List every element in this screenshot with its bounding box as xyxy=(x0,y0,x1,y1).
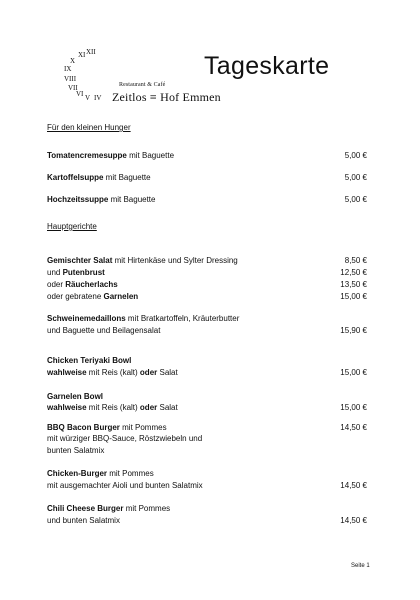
menu-item-price: 5,00 € xyxy=(344,151,367,160)
menu-item-price: 15,00 € xyxy=(340,292,367,301)
logo-subtitle: Restaurant & Café xyxy=(119,82,166,88)
menu-item-description: mit Pommes xyxy=(119,423,167,432)
clock-numeral: IX xyxy=(64,65,72,73)
menu-item-description: mit Baguette xyxy=(103,173,151,182)
menu-item-description: bunten Salatmix xyxy=(47,446,105,455)
menu-item-price: 5,00 € xyxy=(344,195,367,204)
menu-item-name: wahlweise xyxy=(47,403,87,412)
clock-numeral: V xyxy=(85,94,91,102)
menu-item-row xyxy=(47,423,367,433)
menu-item-description: mit Bratkartoffeln, Kräuterbutter xyxy=(125,314,240,323)
menu-item-prefix: oder xyxy=(47,280,66,289)
clock-numeral: VIII xyxy=(64,75,77,83)
clock-numerals-icon xyxy=(56,36,116,102)
menu-item-name: Schweinemedaillons xyxy=(47,314,126,323)
menu-item-name: Chili Cheese Burger xyxy=(47,504,124,513)
menu-item-text xyxy=(47,446,367,456)
menu-item-name: Hochzeitssuppe xyxy=(47,195,109,204)
menu-item-row xyxy=(47,173,367,183)
menu-item-text xyxy=(47,469,367,479)
clock-numeral: IV xyxy=(94,94,102,102)
restaurant-logo xyxy=(56,36,221,104)
menu-item-description: mit Hirtenkäse und Sylter Dressing xyxy=(112,256,238,265)
menu-item-description: mit ausgemachter Aioli und bunten Salatmix xyxy=(47,481,203,490)
menu-item-description: mit Reis (kalt) xyxy=(86,368,140,377)
menu-item-price: 15,00 € xyxy=(340,403,367,412)
clock-numeral: VII xyxy=(68,84,78,92)
menu-item-name: Tomatencremesuppe xyxy=(47,151,127,160)
menu-item-name: wahlweise xyxy=(47,368,87,377)
menu-item-name: Chicken-Burger xyxy=(47,469,108,478)
menu-item-emphasis: oder xyxy=(139,368,158,377)
menu-item-emphasis: oder xyxy=(139,403,158,412)
menu-item-price: 12,50 € xyxy=(340,268,367,277)
page-number: Seite 1 xyxy=(351,563,370,569)
menu-item-row xyxy=(47,446,367,456)
menu-item-name: BBQ Bacon Burger xyxy=(47,423,120,432)
menu-item-row xyxy=(47,195,367,205)
section-heading-mains: Hauptgerichte xyxy=(47,222,97,231)
menu-item-name: Garnelen xyxy=(103,292,139,301)
menu-item-row xyxy=(47,392,367,402)
menu-item-row xyxy=(47,151,367,161)
menu-item-row xyxy=(47,469,367,479)
clock-numeral: XI xyxy=(78,51,86,59)
menu-item-text xyxy=(47,392,367,402)
menu-item-price: 8,50 € xyxy=(344,256,367,265)
menu-item-price: 14,50 € xyxy=(340,423,367,432)
menu-item-row xyxy=(47,326,367,336)
menu-item-text xyxy=(47,356,367,366)
section-heading-snacks: Für den kleinen Hunger xyxy=(47,123,131,132)
menu-item-name: Kartoffelsuppe xyxy=(47,173,104,182)
menu-item-row xyxy=(47,434,367,444)
menu-item-row xyxy=(47,280,367,290)
menu-item-row xyxy=(47,516,367,526)
menu-item-price: 13,50 € xyxy=(340,280,367,289)
menu-item-name: Putenbrust xyxy=(62,268,105,277)
menu-item-row xyxy=(47,368,367,378)
menu-item-name: Gemischter Salat xyxy=(47,256,113,265)
menu-item-description: mit Reis (kalt) xyxy=(86,403,140,412)
menu-item-description: Salat xyxy=(157,368,178,377)
menu-item-description: mit Pommes xyxy=(107,469,154,478)
menu-item-description: mit würziger BBQ-Sauce, Röstzwiebeln und xyxy=(47,434,203,443)
page-title: Tageskarte xyxy=(204,52,330,80)
menu-item-row xyxy=(47,256,367,266)
menu-item-price: 15,00 € xyxy=(340,368,367,377)
menu-item-price: 14,50 € xyxy=(340,481,367,490)
menu-item-text xyxy=(47,314,367,324)
menu-item-row xyxy=(47,292,367,302)
menu-item-description: und Baguette und Beilagensalat xyxy=(47,326,161,335)
menu-item-text xyxy=(47,504,367,514)
menu-item-row xyxy=(47,356,367,366)
menu-item-prefix: und xyxy=(47,268,63,277)
menu-item-row xyxy=(47,481,367,491)
menu-item-row xyxy=(47,268,367,278)
menu-item-price: 14,50 € xyxy=(340,516,367,525)
menu-item-prefix: oder gebratene xyxy=(47,292,104,301)
clock-numeral: VI xyxy=(76,90,84,98)
menu-item-price: 5,00 € xyxy=(344,173,367,182)
menu-item-description: mit Baguette xyxy=(108,195,156,204)
menu-item-description: und bunten Salatmix xyxy=(47,516,120,525)
menu-item-row xyxy=(47,314,367,324)
menu-item-description: mit Baguette xyxy=(126,151,175,160)
menu-item-description: mit Pommes xyxy=(123,504,171,513)
menu-item-name: Räucherlachs xyxy=(65,280,118,289)
menu-item-description: Salat xyxy=(157,403,178,412)
menu-item-name: Chicken Teriyaki Bowl xyxy=(47,356,132,365)
clock-numeral: XII xyxy=(86,48,96,56)
clock-numeral: X xyxy=(70,57,76,65)
menu-item-name: Garnelen Bowl xyxy=(47,392,104,401)
menu-item-price: 15,90 € xyxy=(340,326,367,335)
menu-item-row xyxy=(47,403,367,413)
menu-item-text xyxy=(47,434,367,444)
logo-name: Zeitlos ≡ Hof Emmen xyxy=(112,90,221,104)
menu-item-row xyxy=(47,504,367,514)
